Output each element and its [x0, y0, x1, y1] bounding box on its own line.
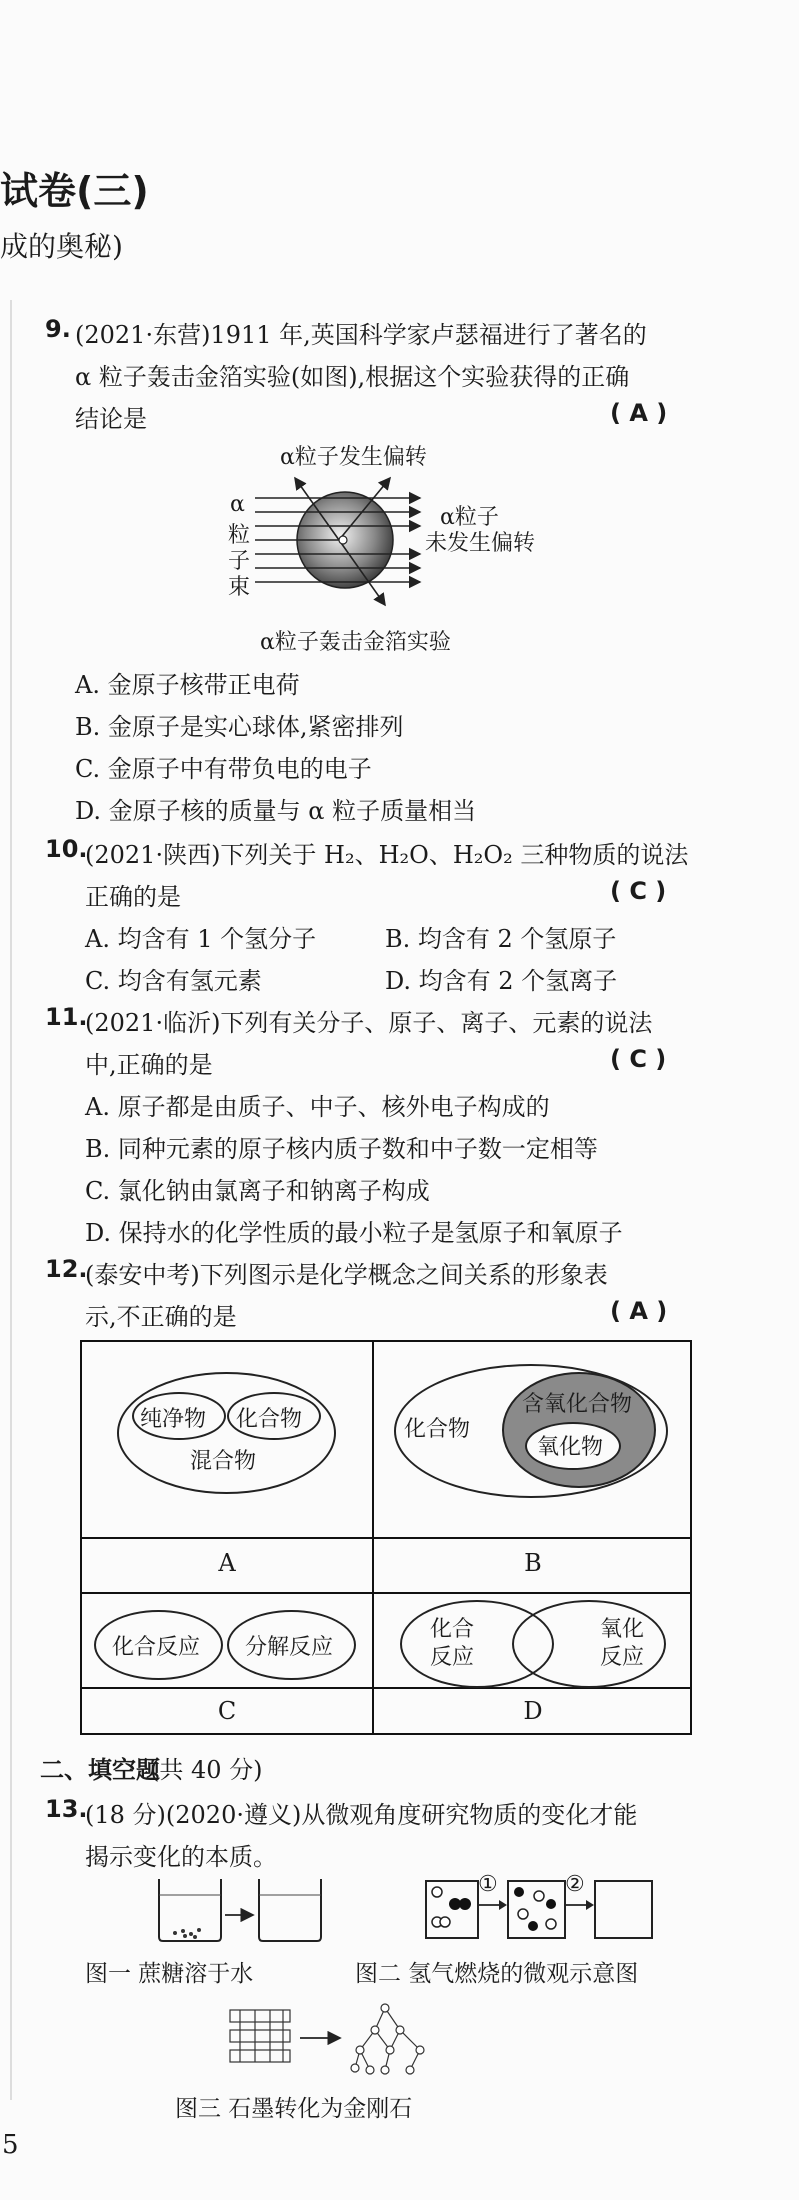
figure2-caption: 图二 氢气燃烧的微观示意图: [355, 1961, 639, 1987]
figure1-beakers: [155, 1875, 330, 1945]
figure2-arrow-2: [564, 1895, 594, 1915]
concept-table: [80, 1340, 692, 1735]
fig-left-label-4: 束: [228, 575, 251, 600]
cell-a-inner2: 化合物: [236, 1407, 303, 1432]
q11-option-d: D. 保持水的化学性质的最小粒子是氢原子和氧原子: [85, 1219, 623, 1247]
cell-a-inner1: 纯净物: [140, 1407, 207, 1432]
cell-b-mid: 含氧化合物: [522, 1392, 633, 1417]
page-title: 试卷(三): [0, 169, 149, 213]
q9-option-b: B. 金原子是实心球体,紧密排列: [75, 713, 404, 741]
q10-stem-line2: 正确的是: [85, 883, 181, 911]
q10-option-a: A. 均含有 1 个氢分子: [85, 925, 317, 953]
q11-number: 11.: [45, 1003, 88, 1031]
margin-rule: [10, 300, 12, 2100]
q12-answer: ( A ): [610, 1297, 668, 1325]
q12-stem-line1: (泰安中考)下列图示是化学概念之间关系的形象表: [85, 1261, 608, 1289]
fig-top-label: α粒子发生偏转: [280, 445, 427, 470]
fig-caption: α粒子轰击金箔实验: [260, 630, 451, 655]
q13-stem-line1: (18 分)(2020·遵义)从微观角度研究物质的变化才能: [85, 1801, 638, 1829]
fig-left-label-1: α: [230, 492, 245, 517]
cell-d-label: D: [523, 1697, 543, 1725]
figure2-step1: ①: [478, 1872, 498, 1897]
gold-foil-diagram: [255, 470, 435, 610]
q9-stem-line3: 结论是: [75, 405, 147, 433]
q9-option-d: D. 金原子核的质量与 α 粒子质量相当: [75, 797, 477, 825]
cell-c-label: C: [217, 1697, 237, 1725]
q10-option-d: D. 均含有 2 个氢离子: [385, 967, 618, 995]
figure2-box-3: [594, 1880, 653, 1939]
fig-right-label-1: α粒子: [440, 505, 499, 530]
q10-option-c: C. 均含有氢元素: [85, 967, 262, 995]
cell-a-outer: 混合物: [190, 1449, 257, 1474]
q11-option-c: C. 氯化钠由氯离子和钠离子构成: [85, 1177, 430, 1205]
q9-stem-line2: α 粒子轰击金箔实验(如图),根据这个实验获得的正确: [75, 363, 630, 391]
cell-c-left: 化合反应: [112, 1635, 201, 1660]
q9-option-c: C. 金原子中有带负电的电子: [75, 755, 372, 783]
q9-option-a: A. 金原子核带正电荷: [75, 671, 300, 699]
q13-number: 13.: [45, 1795, 88, 1823]
cell-d-right-1: 氧化: [600, 1617, 645, 1642]
cell-b-label: B: [524, 1549, 542, 1577]
fig-left-label-3: 子: [228, 549, 251, 574]
q10-answer: ( C ): [610, 877, 667, 905]
q11-option-a: A. 原子都是由质子、中子、核外电子构成的: [85, 1093, 550, 1121]
page-number: 5: [2, 2130, 19, 2160]
table-hline-1: [82, 1537, 690, 1539]
q11-option-b: B. 同种元素的原子核内质子数和中子数一定相等: [85, 1135, 598, 1163]
figure3-caption: 图三 石墨转化为金刚石: [175, 2096, 413, 2122]
q11-stem-line2: 中,正确的是: [85, 1051, 213, 1079]
figure1-caption: 图一 蔗糖溶于水: [85, 1961, 254, 1987]
cell-d-left-1: 化合: [430, 1617, 475, 1642]
figure3-graphite-diamond: [225, 2000, 455, 2080]
q10-number: 10.: [45, 835, 88, 863]
q10-option-b: B. 均含有 2 个氢原子: [385, 925, 617, 953]
q11-stem-line1: (2021·临沂)下列有关分子、原子、离子、元素的说法: [85, 1009, 653, 1037]
figure2-box-1: [425, 1880, 479, 1939]
cell-d-right-2: 反应: [600, 1645, 645, 1670]
q9-number: 9.: [45, 315, 71, 343]
figure2-step2: ②: [565, 1872, 585, 1897]
section2-heading: 二、填空题: [40, 1756, 160, 1784]
page-subtitle: 成的奥秘): [0, 230, 123, 263]
q12-number: 12.: [45, 1255, 88, 1283]
q11-answer: ( C ): [610, 1045, 667, 1073]
rutherford-figure: [200, 440, 560, 655]
cell-b-outer: 化合物: [404, 1417, 471, 1442]
cell-b-inner: 氧化物: [537, 1435, 604, 1460]
q12-stem-line2: 示,不正确的是: [85, 1303, 237, 1331]
fig-left-label-2: 粒: [228, 523, 251, 548]
q9-answer: ( A ): [610, 399, 668, 427]
cell-a-label: A: [218, 1549, 236, 1577]
table-hline-2: [82, 1592, 690, 1594]
figure2-box-2: [507, 1880, 566, 1939]
fig-right-label-2: 未发生偏转: [425, 531, 536, 556]
q9-stem-line1: (2021·东营)1911 年,英国科学家卢瑟福进行了著名的: [75, 321, 647, 349]
cell-c-right: 分解反应: [245, 1635, 334, 1660]
figure2-arrow-1: [477, 1895, 507, 1915]
cell-d-left-2: 反应: [430, 1645, 475, 1670]
q10-stem-line1: (2021·陕西)下列关于 H₂、H₂O、H₂O₂ 三种物质的说法: [85, 841, 689, 869]
section2-points: (共 40 分): [150, 1756, 263, 1784]
q13-stem-line2: 揭示变化的本质。: [85, 1843, 277, 1871]
